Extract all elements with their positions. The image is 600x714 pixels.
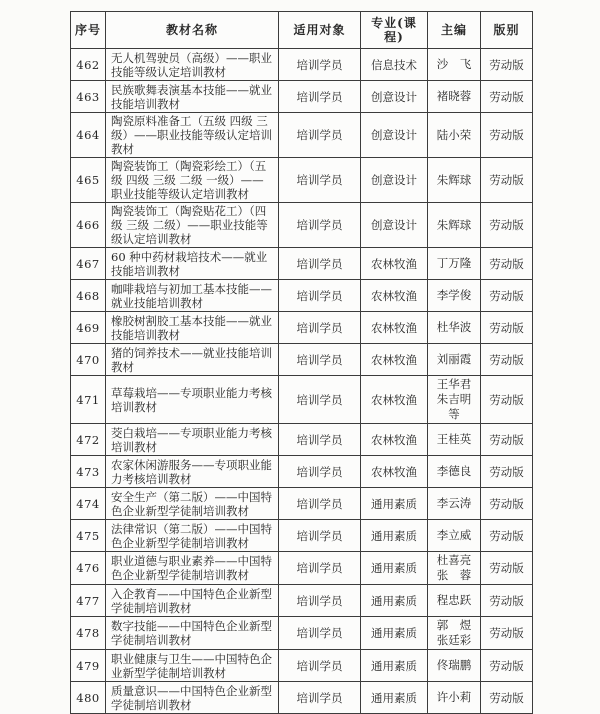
cell-applicable-audience: 培训学员 xyxy=(279,280,361,312)
cell-chief-editor: 李立威 xyxy=(428,520,481,552)
cell-serial-number: 478 xyxy=(71,617,106,650)
cell-edition: 劳动版 xyxy=(481,49,533,81)
cell-edition: 劳动版 xyxy=(481,158,533,203)
cell-applicable-audience: 培训学员 xyxy=(279,520,361,552)
cell-textbook-name: 猪的饲养技术——就业技能培训教材 xyxy=(106,344,279,376)
cell-major-course: 通用素质 xyxy=(361,552,428,585)
cell-edition: 劳动版 xyxy=(481,456,533,488)
cell-chief-editor: 李学俊 xyxy=(428,280,481,312)
cell-chief-editor: 郭 煜 张廷彩 xyxy=(428,617,481,650)
cell-edition: 劳动版 xyxy=(481,682,533,714)
cell-textbook-name: 数字技能——中国特色企业新型学徒制培训教材 xyxy=(106,617,279,650)
cell-chief-editor: 程忠跃 xyxy=(428,585,481,617)
cell-serial-number: 466 xyxy=(71,203,106,248)
cell-chief-editor: 许小莉 xyxy=(428,682,481,714)
cell-textbook-name: 安全生产（第二版）——中国特色企业新型学徒制培训教材 xyxy=(106,488,279,520)
header-serial-number: 序号 xyxy=(71,12,106,49)
table-row xyxy=(71,585,533,617)
cell-chief-editor: 王桂英 xyxy=(428,424,481,456)
cell-applicable-audience: 培训学员 xyxy=(279,682,361,714)
cell-serial-number: 476 xyxy=(71,552,106,585)
table-row xyxy=(71,552,533,585)
cell-chief-editor: 刘丽霞 xyxy=(428,344,481,376)
cell-serial-number: 472 xyxy=(71,424,106,456)
cell-textbook-name: 橡胶树割胶工基本技能——就业技能培训教材 xyxy=(106,312,279,344)
cell-major-course: 农林牧渔 xyxy=(361,344,428,376)
cell-applicable-audience: 培训学员 xyxy=(279,248,361,280)
cell-serial-number: 475 xyxy=(71,520,106,552)
cell-applicable-audience: 培训学员 xyxy=(279,344,361,376)
cell-serial-number: 480 xyxy=(71,682,106,714)
cell-chief-editor: 杜华波 xyxy=(428,312,481,344)
table-row xyxy=(71,344,533,376)
cell-applicable-audience: 培训学员 xyxy=(279,552,361,585)
cell-serial-number: 474 xyxy=(71,488,106,520)
table-row xyxy=(71,617,533,650)
cell-edition: 劳动版 xyxy=(481,488,533,520)
header-applicable-audience: 适用对象 xyxy=(279,12,361,49)
table-row xyxy=(71,488,533,520)
textbook-table xyxy=(70,11,533,714)
table-row xyxy=(71,49,533,81)
cell-edition: 劳动版 xyxy=(481,312,533,344)
table-row xyxy=(71,424,533,456)
cell-serial-number: 467 xyxy=(71,248,106,280)
cell-edition: 劳动版 xyxy=(481,203,533,248)
cell-major-course: 创意设计 xyxy=(361,158,428,203)
cell-edition: 劳动版 xyxy=(481,520,533,552)
table-row xyxy=(71,376,533,424)
cell-applicable-audience: 培训学员 xyxy=(279,312,361,344)
cell-textbook-name: 农家休闲游服务——专项职业能力考核培训教材 xyxy=(106,456,279,488)
table-row xyxy=(71,248,533,280)
cell-serial-number: 470 xyxy=(71,344,106,376)
cell-textbook-name: 60 种中药材栽培技术——就业技能培训教材 xyxy=(106,248,279,280)
table-header-row xyxy=(71,12,533,49)
cell-chief-editor: 李德良 xyxy=(428,456,481,488)
cell-chief-editor: 佟瑞鹏 xyxy=(428,650,481,682)
cell-edition: 劳动版 xyxy=(481,81,533,113)
cell-textbook-name: 陶瓷装饰工（陶瓷贴花工）（四级 三级 二级）——职业技能等级认定培训教材 xyxy=(106,203,279,248)
cell-serial-number: 469 xyxy=(71,312,106,344)
cell-serial-number: 464 xyxy=(71,113,106,158)
table-row xyxy=(71,650,533,682)
cell-chief-editor: 丁万隆 xyxy=(428,248,481,280)
cell-textbook-name: 职业健康与卫生——中国特色企业新型学徒制培训教材 xyxy=(106,650,279,682)
cell-serial-number: 477 xyxy=(71,585,106,617)
cell-major-course: 信息技术 xyxy=(361,49,428,81)
header-edition: 版别 xyxy=(481,12,533,49)
table-row xyxy=(71,456,533,488)
cell-edition: 劳动版 xyxy=(481,344,533,376)
table-row xyxy=(71,682,533,714)
cell-edition: 劳动版 xyxy=(481,376,533,424)
cell-major-course: 通用素质 xyxy=(361,617,428,650)
cell-textbook-name: 陶瓷原料准备工（五级 四级 三级）——职业技能等级认定培训教材 xyxy=(106,113,279,158)
cell-applicable-audience: 培训学员 xyxy=(279,49,361,81)
cell-edition: 劳动版 xyxy=(481,585,533,617)
cell-textbook-name: 咖啡栽培与初加工基本技能——就业技能培训教材 xyxy=(106,280,279,312)
cell-chief-editor: 朱辉球 xyxy=(428,203,481,248)
cell-serial-number: 468 xyxy=(71,280,106,312)
header-chief-editor: 主编 xyxy=(428,12,481,49)
cell-applicable-audience: 培训学员 xyxy=(279,456,361,488)
cell-major-course: 创意设计 xyxy=(361,81,428,113)
cell-major-course: 农林牧渔 xyxy=(361,376,428,424)
cell-applicable-audience: 培训学员 xyxy=(279,585,361,617)
cell-major-course: 农林牧渔 xyxy=(361,248,428,280)
cell-applicable-audience: 培训学员 xyxy=(279,81,361,113)
cell-edition: 劳动版 xyxy=(481,113,533,158)
cell-textbook-name: 质量意识——中国特色企业新型学徒制培训教材 xyxy=(106,682,279,714)
cell-major-course: 创意设计 xyxy=(361,203,428,248)
cell-textbook-name: 茭白栽培——专项职业能力考核培训教材 xyxy=(106,424,279,456)
cell-major-course: 通用素质 xyxy=(361,585,428,617)
cell-chief-editor: 李云涛 xyxy=(428,488,481,520)
cell-edition: 劳动版 xyxy=(481,248,533,280)
table-row xyxy=(71,158,533,203)
cell-serial-number: 463 xyxy=(71,81,106,113)
table-row xyxy=(71,312,533,344)
cell-serial-number: 465 xyxy=(71,158,106,203)
cell-chief-editor: 陆小荣 xyxy=(428,113,481,158)
table-row xyxy=(71,203,533,248)
cell-applicable-audience: 培训学员 xyxy=(279,158,361,203)
cell-textbook-name: 职业道德与职业素养——中国特色企业新型学徒制培训教材 xyxy=(106,552,279,585)
cell-chief-editor: 褚晓蓉 xyxy=(428,81,481,113)
cell-textbook-name: 入企教育——中国特色企业新型学徒制培训教材 xyxy=(106,585,279,617)
table-row xyxy=(71,520,533,552)
table-body xyxy=(71,49,533,714)
cell-chief-editor: 王华君 朱吉明等 xyxy=(428,376,481,424)
cell-textbook-name: 草莓栽培——专项职业能力考核培训教材 xyxy=(106,376,279,424)
cell-major-course: 农林牧渔 xyxy=(361,280,428,312)
cell-chief-editor: 沙 飞 xyxy=(428,49,481,81)
cell-applicable-audience: 培训学员 xyxy=(279,650,361,682)
cell-major-course: 农林牧渔 xyxy=(361,312,428,344)
cell-serial-number: 471 xyxy=(71,376,106,424)
cell-textbook-name: 无人机驾驶员（高级）——职业技能等级认定培训教材 xyxy=(106,49,279,81)
table-row xyxy=(71,81,533,113)
cell-serial-number: 479 xyxy=(71,650,106,682)
cell-applicable-audience: 培训学员 xyxy=(279,113,361,158)
cell-applicable-audience: 培训学员 xyxy=(279,376,361,424)
cell-major-course: 通用素质 xyxy=(361,650,428,682)
cell-textbook-name: 民族歌舞表演基本技能——就业技能培训教材 xyxy=(106,81,279,113)
cell-chief-editor: 朱辉球 xyxy=(428,158,481,203)
cell-edition: 劳动版 xyxy=(481,552,533,585)
cell-textbook-name: 法律常识（第二版）——中国特色企业新型学徒制培训教材 xyxy=(106,520,279,552)
table-row xyxy=(71,280,533,312)
cell-applicable-audience: 培训学员 xyxy=(279,488,361,520)
cell-major-course: 通用素质 xyxy=(361,520,428,552)
cell-serial-number: 462 xyxy=(71,49,106,81)
cell-major-course: 通用素质 xyxy=(361,682,428,714)
cell-edition: 劳动版 xyxy=(481,650,533,682)
cell-edition: 劳动版 xyxy=(481,424,533,456)
table-row xyxy=(71,113,533,158)
header-major-course: 专业(课程) xyxy=(361,12,428,49)
cell-edition: 劳动版 xyxy=(481,617,533,650)
cell-applicable-audience: 培训学员 xyxy=(279,424,361,456)
cell-serial-number: 473 xyxy=(71,456,106,488)
cell-major-course: 农林牧渔 xyxy=(361,424,428,456)
cell-chief-editor: 杜喜亮 张 蓉 xyxy=(428,552,481,585)
cell-edition: 劳动版 xyxy=(481,280,533,312)
header-textbook-name: 教材名称 xyxy=(106,12,279,49)
cell-major-course: 通用素质 xyxy=(361,488,428,520)
cell-applicable-audience: 培训学员 xyxy=(279,203,361,248)
cell-major-course: 农林牧渔 xyxy=(361,456,428,488)
cell-applicable-audience: 培训学员 xyxy=(279,617,361,650)
cell-major-course: 创意设计 xyxy=(361,113,428,158)
cell-textbook-name: 陶瓷装饰工（陶瓷彩绘工）（五级 四级 三级 二级 一级）——职业技能等级认定培训教材 xyxy=(106,158,279,203)
